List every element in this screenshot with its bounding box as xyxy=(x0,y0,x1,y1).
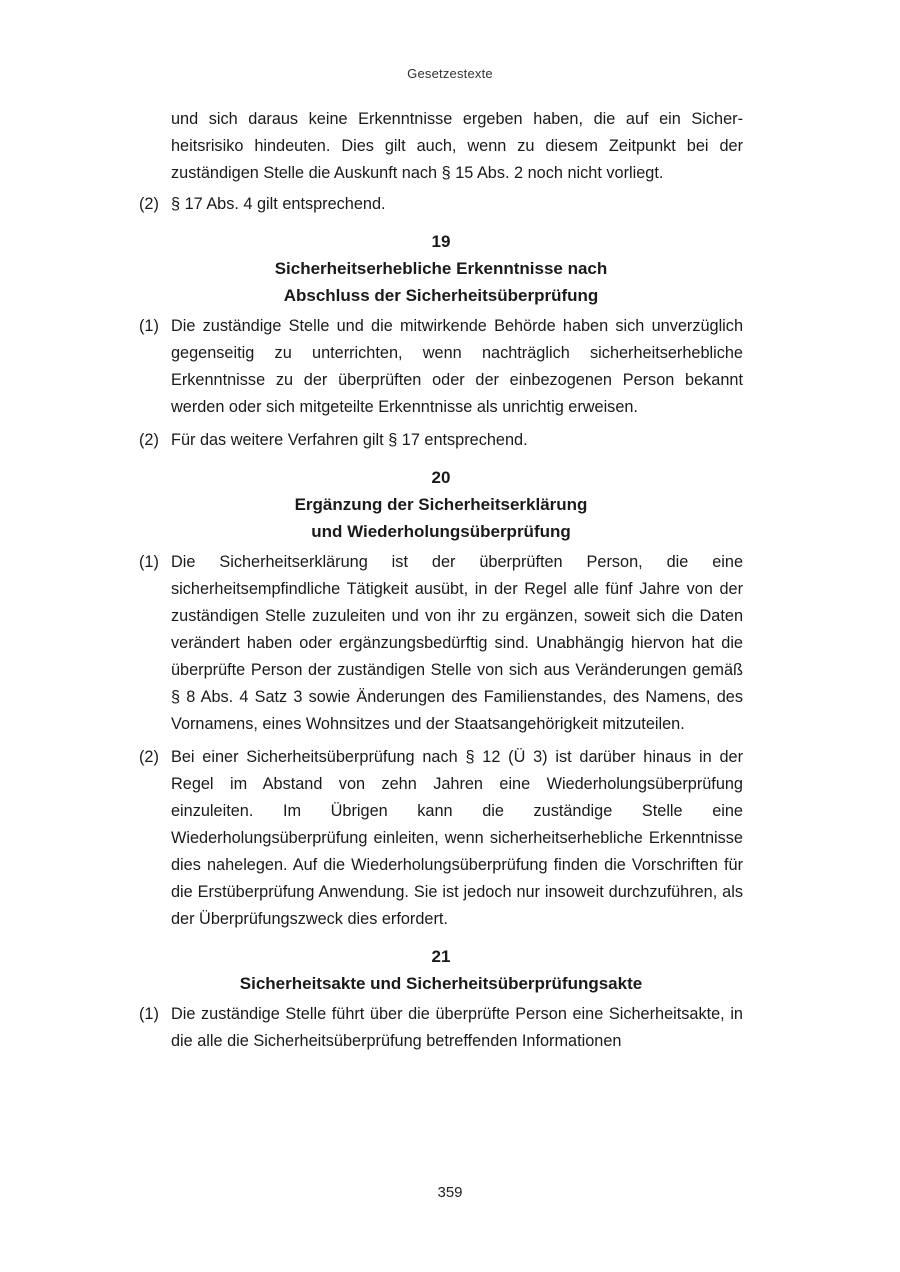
paragraph-item xyxy=(139,191,743,218)
paragraph-number: (1) xyxy=(139,553,159,571)
paragraph-text: Die zuständige Stelle führt über die überprüfte Person eine Sicherheitsakte, in die alle die Sicherheitsüberprüfung betreffenden Informationen xyxy=(171,1005,743,1050)
paragraph-text: Für das weitere Verfahren gilt § 17 entsprechend. xyxy=(171,431,528,449)
section-title-line: und Wiederholungsüberprüfung xyxy=(311,522,571,541)
paragraph-number: (2) xyxy=(139,431,159,449)
page-body xyxy=(139,106,743,1061)
paragraph-text: § 17 Abs. 4 gilt entsprechend. xyxy=(171,195,386,213)
continuation-paragraph: und sich daraus keine Erkenntnisse ergeben haben, die auf ein Sicher-heitsrisiko hindeuten. Dies gilt auch, wenn zu diesem Zeitpunkt bei der zuständigen Stelle die Auskunft nach § 15 Abs. 2 noch nicht vorliegt. xyxy=(171,110,743,182)
section-title-line: Ergänzung der Sicherheitserklärung xyxy=(294,495,588,514)
paragraph-text: Bei einer Sicherheitsüberprüfung nach § 12 (Ü 3) ist darüber hinaus in der Regel im Abstand von zehn Jahren eine Wiederholungsüberprüfung einzuleiten. Im Übrigen kann die zuständige Stelle eine Wiederholungsüberprüfung einleiten, wenn sicherheitserhebliche Erkenntnisse dies nahelegen. Auf die Wiederholungsüberprüfung finden die Vorschriften für die Erstüberprüfung Anwendung. Sie ist jedoch nur insoweit durchzuführen, als der Überprüfungszweck dies erfordert. xyxy=(171,748,743,928)
paragraph-text: Die Sicherheitserklärung ist der überprüften Person, die eine sicherheitsempfindliche Tätigkeit ausübt, in der Regel alle fünf Jahre von der zuständigen Stelle zuzuleiten und von ihr zu ergänzen, soweit sich die Daten verändert haben oder ergänzungsbedürftig sind. Unabhängig hiervon hat die überprüfte Person der zuständigen Stelle von sich aus Veränderungen gemäß § 8 Abs. 4 Satz 3 sowie Änderungen des Familienstandes, des Namens, des Vornamens, eines Wohnsitzes und der Staatsangehörigkeit mitzuteilen. xyxy=(171,553,743,733)
section-title-line: Sicherheitsakte und Sicherheitsüberprüfungsakte xyxy=(239,974,643,993)
paragraph-item xyxy=(139,549,743,738)
paragraph-item xyxy=(139,744,743,933)
paragraph-item xyxy=(139,427,743,454)
page-number: 359 xyxy=(437,1184,463,1201)
paragraph-number: (2) xyxy=(139,748,159,766)
section-heading xyxy=(141,464,741,545)
section-title-line: Abschluss der Sicherheitsüberprüfung xyxy=(283,286,599,305)
paragraph-number: (1) xyxy=(139,1005,159,1023)
paragraph-number: (1) xyxy=(139,317,159,335)
running-header: Gesetzestexte xyxy=(407,66,493,81)
paragraph-item xyxy=(139,313,743,421)
section-number: 20 xyxy=(431,468,451,487)
section-heading xyxy=(141,228,741,309)
paragraph-text: Die zuständige Stelle und die mitwirkende Behörde haben sich unverzüglich gegenseitig zu unterrichten, wenn nachträglich sicherheitserhebliche Erkenntnisse zu der überprüften oder der einbezogenen Person bekannt werden oder sich mitgeteilte Erkenntnisse als unrichtig erweisen. xyxy=(171,317,743,416)
section-number: 21 xyxy=(431,947,451,966)
section-number: 19 xyxy=(431,232,451,251)
section-heading xyxy=(141,943,741,997)
paragraph-number: (2) xyxy=(139,195,159,213)
paragraph-item xyxy=(139,1001,743,1055)
section-title-line: Sicherheitserhebliche Erkenntnisse nach xyxy=(274,259,608,278)
